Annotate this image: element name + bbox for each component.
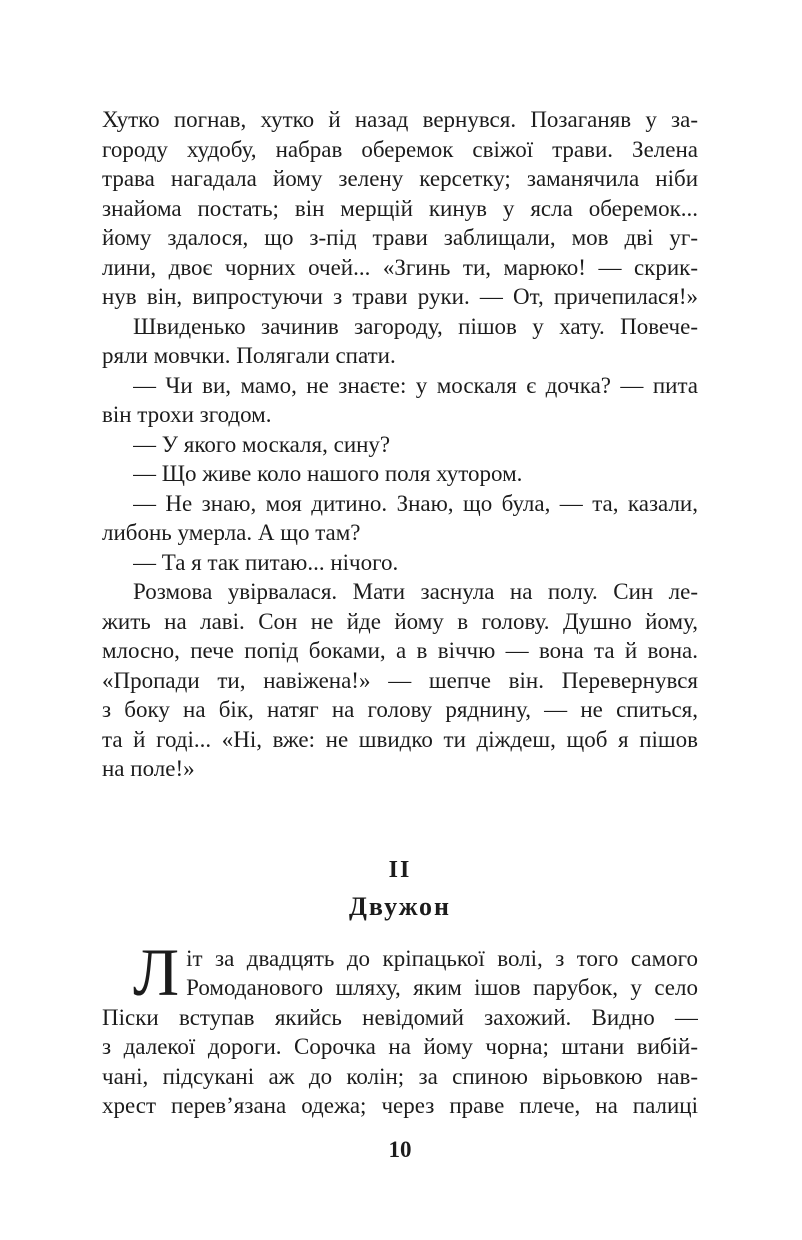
text-line: знайома постать; він мерщій кинув у ясла оберемок... <box>102 195 698 221</box>
text-line: з далекої дороги. Сорочка на йому чорна; штани вибій- <box>102 1034 698 1059</box>
text-line: Швиденько зачинив загороду, пішов у хату. Повече- <box>133 313 698 339</box>
text-line: та й годі... «Ні, вже: не швидко ти діждеш, щоб я пішов <box>102 726 698 752</box>
chapter-opening-paragraph <box>102 933 698 1121</box>
text-line: «Пропади ти, навіжена!» — шепче він. Перевернувся <box>102 667 698 693</box>
dropcap-adjacent-lines <box>186 944 698 1003</box>
text-line: — Не знаю, моя дитино. Знаю, що була, — та, казали, <box>133 490 698 516</box>
text-line: Розмова увірвалася. Мати заснула на полу. Син ле- <box>133 579 698 604</box>
dropcap-letter: Л <box>133 933 180 1010</box>
text-line: хрест перев’язана одежа; через праве плече, на палиці <box>102 1093 698 1118</box>
text-line: либонь умерла. А що там? <box>102 520 361 545</box>
chapter-title: Двужон <box>349 891 451 921</box>
text-line: Піски вступав якийсь невідомий захожий. Видно — <box>102 1004 698 1030</box>
text-line: — Що живе коло нашого поля хутором. <box>133 461 523 486</box>
text-line: з боку на бік, натяг на голову ряднину, — не спиться, <box>102 697 698 722</box>
text-line: млосно, пече попід боками, а в віччю — вона та й вона. <box>102 638 698 663</box>
text-line: Хутко погнав, хутко й назад вернувся. Позаганяв у за- <box>102 107 698 132</box>
text-line: — Чи ви, мамо, не знаєте: у москаля є дочка? — пита <box>133 372 698 398</box>
text-line: іт за двадцять до кріпацької волі, з того самого <box>186 945 698 971</box>
text-line: жить на лаві. Сон не йде йому в голову. Душно йому, <box>102 608 698 634</box>
text-line: трава нагадала йому зелену керсетку; заманячила ніби <box>102 166 698 191</box>
chapter-number: II <box>388 856 412 883</box>
text-line: він трохи згодом. <box>102 402 272 427</box>
body-text-block <box>102 105 698 784</box>
text-line: — Та я так питаю... нічого. <box>133 549 399 575</box>
text-line: Ромоданового шляху, яким ішов парубок, у село <box>186 975 698 1000</box>
text-line: — У якого москаля, сину? <box>133 431 391 457</box>
text-line: лини, двоє чорних очей... «Згинь ти, марюко! — скрик- <box>102 254 698 280</box>
page-number: 10 <box>388 1136 412 1162</box>
dropcap-following-lines <box>102 1003 698 1121</box>
text-line: нув він, випростуючи з трави руки. — От, причепилася!» <box>102 284 698 309</box>
dropcap-row <box>133 933 698 1010</box>
text-line: на поле!» <box>102 756 195 781</box>
text-line: ряли мовчки. Полягали спати. <box>102 343 396 368</box>
text-line: городу худобу, набрав оберемок свіжої трави. Зелена <box>102 136 698 162</box>
text-line: чані, підсукані аж до колін; за спиною вірьовкою нав- <box>102 1063 698 1089</box>
text-line: йому здалося, що з-під трави заблищали, мов дві уг- <box>102 225 698 250</box>
